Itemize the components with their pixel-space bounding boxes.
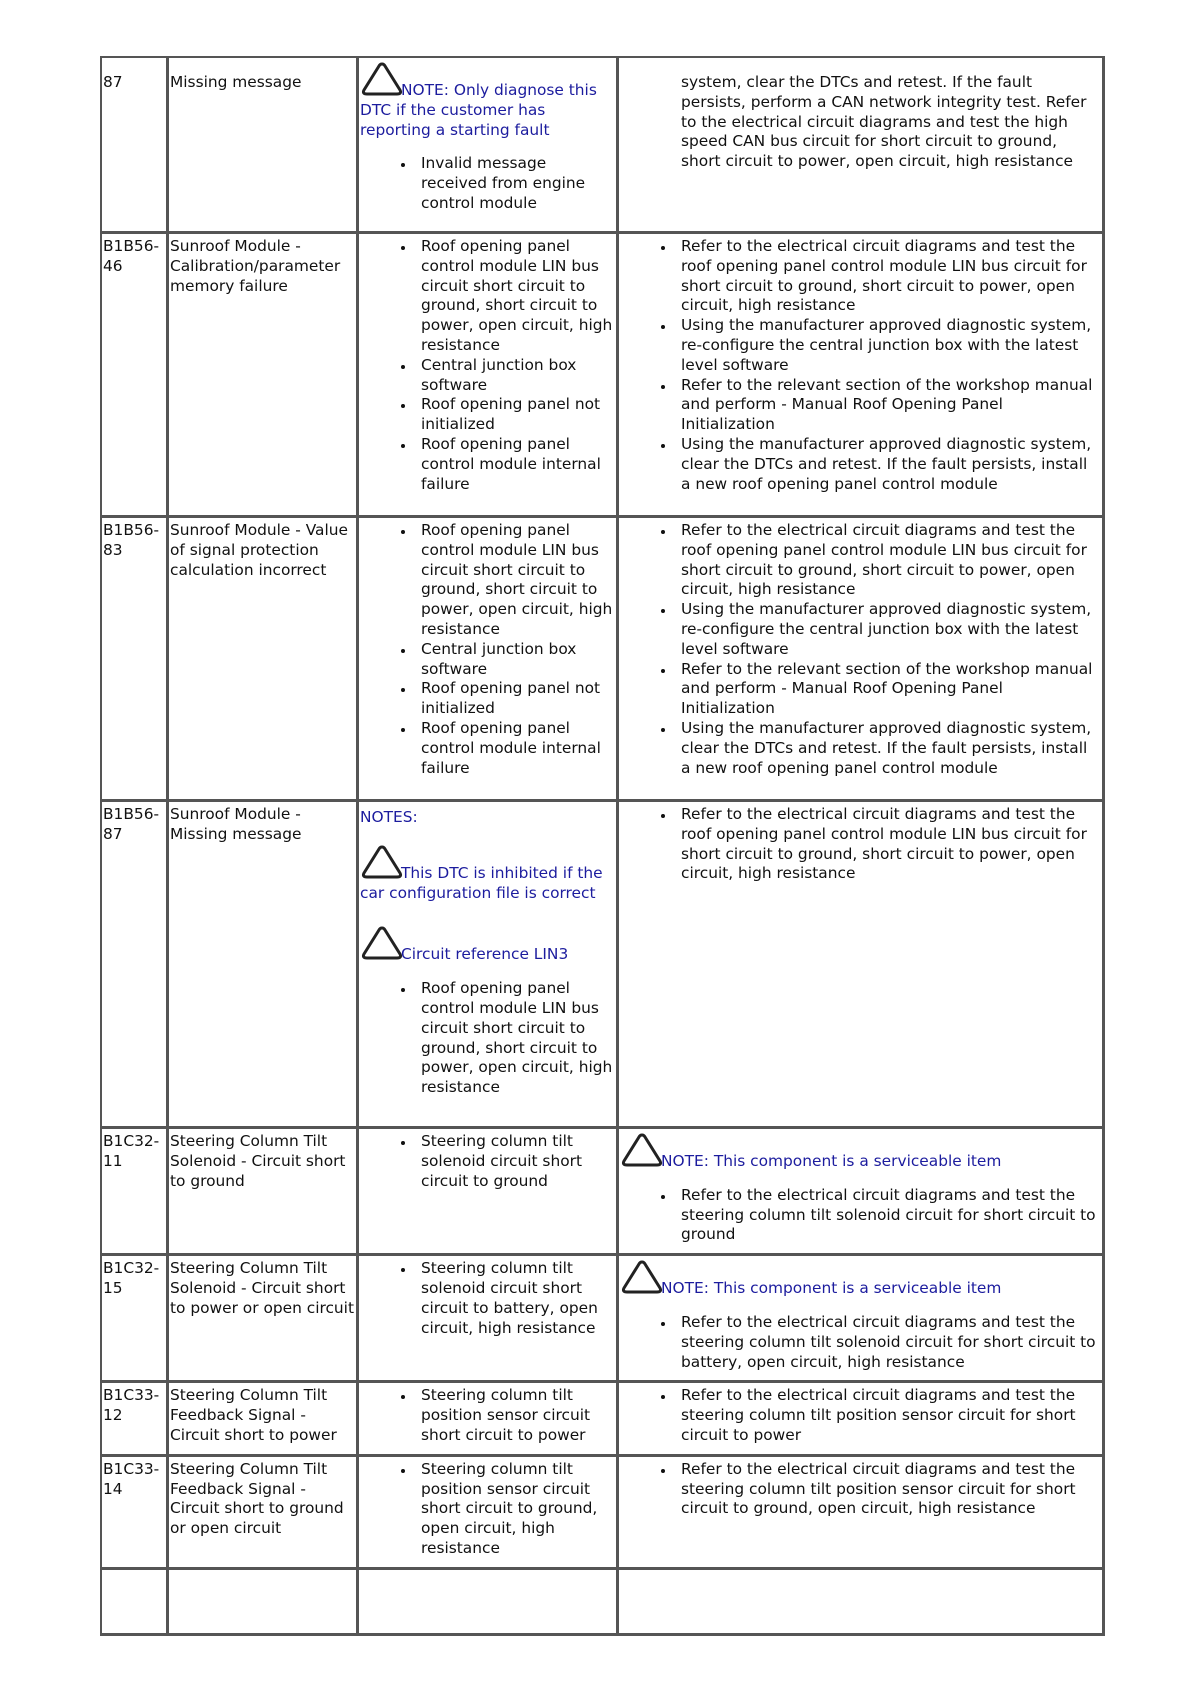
dtc-code: B1C33-12 xyxy=(102,1383,169,1456)
list-item: Roof opening panel control module LIN bus circuit short circuit to ground, short circuit to power, open circuit, high resistance xyxy=(421,237,615,356)
list-item: Using the manufacturer approved diagnostic system, re-configure the central junction box with the latest level software xyxy=(681,600,1101,659)
warning-triangle-icon xyxy=(620,1132,664,1168)
list-item: Roof opening panel not initialized xyxy=(421,395,615,435)
causes-list xyxy=(360,979,615,1098)
dtc-description: Steering Column Tilt Solenoid - Circuit short to ground xyxy=(169,1129,359,1256)
possible-causes xyxy=(359,802,619,1129)
warning-triangle-icon xyxy=(620,1259,664,1295)
table-row xyxy=(102,234,1105,518)
list-item: Refer to the relevant section of the workshop manual and perform - Manual Roof Opening Panel Initialization xyxy=(681,660,1101,719)
possible-causes xyxy=(359,58,619,234)
note xyxy=(360,925,615,965)
list-item: Refer to the electrical circuit diagrams and test the steering column tilt solenoid circuit for short circuit to ground xyxy=(681,1186,1101,1245)
possible-causes xyxy=(359,234,619,518)
dtc-description: Steering Column Tilt Feedback Signal - Circuit short to ground or open circuit xyxy=(169,1457,359,1570)
note xyxy=(360,61,615,140)
dtc-code: B1B56-87 xyxy=(102,802,169,1129)
actions-list xyxy=(620,1460,1101,1519)
list-item: Central junction box software xyxy=(421,640,615,680)
causes-list xyxy=(360,1386,615,1445)
causes-list xyxy=(360,237,615,494)
list-item: Central junction box software xyxy=(421,356,615,396)
list-item: Refer to the electrical circuit diagrams and test the roof opening panel control module LIN bus circuit for short circuit to ground, short circuit to power, open circuit, high resistance xyxy=(681,805,1101,884)
causes-list xyxy=(360,1460,615,1559)
possible-causes xyxy=(359,1256,619,1383)
table-row xyxy=(102,1129,1105,1256)
dtc-description: Sunroof Module - Value of signal protection calculation incorrect xyxy=(169,518,359,802)
dtc-description: Steering Column Tilt Solenoid - Circuit short to power or open circuit xyxy=(169,1256,359,1383)
list-item: Roof opening panel not initialized xyxy=(421,679,615,719)
warning-triangle-icon xyxy=(360,925,404,961)
table-row xyxy=(102,1457,1105,1570)
actions-list xyxy=(620,1313,1101,1372)
actions-list xyxy=(620,1386,1101,1445)
list-item: Steering column tilt position sensor circuit short circuit to ground, open circuit, high resistance xyxy=(421,1460,615,1559)
possible-causes xyxy=(359,1129,619,1256)
table-row xyxy=(102,1383,1105,1456)
list-item: Using the manufacturer approved diagnostic system, re-configure the central junction box with the latest level software xyxy=(681,316,1101,375)
note xyxy=(360,844,615,904)
causes-list xyxy=(360,1259,615,1338)
dtc-description: Sunroof Module - Missing message xyxy=(169,802,359,1129)
table-row xyxy=(102,1256,1105,1383)
note-text: NOTE: This component is a serviceable item xyxy=(661,1279,1002,1298)
list-item: Refer to the electrical circuit diagrams and test the roof opening panel control module LIN bus circuit for short circuit to ground, short circuit to power, open circuit, high resistance xyxy=(681,237,1101,316)
dtc-description: Missing message xyxy=(169,58,359,234)
list-item: Refer to the relevant section of the workshop manual and perform - Manual Roof Opening Panel Initialization xyxy=(681,376,1101,435)
causes-list xyxy=(360,521,615,778)
warning-triangle-icon xyxy=(360,61,404,97)
note-text: Circuit reference LIN3 xyxy=(401,945,569,964)
empty-cell xyxy=(169,1570,359,1636)
possible-causes xyxy=(359,518,619,802)
dtc-code: B1C32-11 xyxy=(102,1129,169,1256)
table-row-partial xyxy=(102,1570,1105,1636)
dtc-code: B1B56-83 xyxy=(102,518,169,802)
list-item: Refer to the electrical circuit diagrams and test the steering column tilt solenoid circuit for short circuit to battery, open circuit, high resistance xyxy=(681,1313,1101,1372)
possible-causes xyxy=(359,1383,619,1456)
list-item: Roof opening panel control module LIN bus circuit short circuit to ground, short circuit to power, open circuit, high resistance xyxy=(421,979,615,1098)
action-continuation: system, clear the DTCs and retest. If the fault persists, perform a CAN network integrity test. Refer to the electrical circuit diagrams and test the high speed CAN bus circuit for short circuit to ground, short circuit to power, open circuit, high resistance xyxy=(681,73,1087,171)
list-item: Steering column tilt solenoid circuit short circuit to battery, open circuit, high resistance xyxy=(421,1259,615,1338)
table-row xyxy=(102,802,1105,1129)
list-item: Invalid message received from engine control module xyxy=(421,154,615,213)
dtc-code: 87 xyxy=(102,58,169,234)
note xyxy=(620,1259,1101,1299)
list-item: Refer to the electrical circuit diagrams and test the roof opening panel control module LIN bus circuit for short circuit to ground, short circuit to power, open circuit, high resistance xyxy=(681,521,1101,600)
causes-list xyxy=(360,154,615,213)
actions-list xyxy=(620,1186,1101,1245)
list-item: Using the manufacturer approved diagnostic system, clear the DTCs and retest. If the fault persists, install a new roof opening panel control module xyxy=(681,435,1101,494)
actions xyxy=(619,1457,1105,1570)
notes-heading: NOTES: xyxy=(360,808,418,826)
actions xyxy=(619,1256,1105,1383)
list-item: Roof opening panel control module LIN bus circuit short circuit to ground, short circuit to power, open circuit, high resistance xyxy=(421,521,615,640)
actions xyxy=(619,234,1105,518)
list-item: Using the manufacturer approved diagnostic system, clear the DTCs and retest. If the fault persists, install a new roof opening panel control module xyxy=(681,719,1101,778)
note-text: NOTE: This component is a serviceable item xyxy=(661,1152,1002,1170)
actions-list xyxy=(620,237,1101,494)
table-row xyxy=(102,58,1105,234)
note xyxy=(620,1132,1101,1172)
list-item: Roof opening panel control module internal failure xyxy=(421,719,615,778)
dtc-code: B1C32-15 xyxy=(102,1256,169,1383)
note-text: NOTE: Only diagnose this DTC if the customer has reporting a starting fault xyxy=(360,81,597,139)
empty-cell xyxy=(359,1570,619,1636)
possible-causes xyxy=(359,1457,619,1570)
actions xyxy=(619,1129,1105,1256)
dtc-table xyxy=(100,56,1105,1636)
empty-cell xyxy=(102,1570,169,1636)
actions xyxy=(619,1383,1105,1456)
page-bottom-margin xyxy=(0,1640,1200,1698)
list-item: Refer to the electrical circuit diagrams and test the steering column tilt position sensor circuit for short circuit to power xyxy=(681,1386,1101,1445)
dtc-code: B1B56-46 xyxy=(102,234,169,518)
dtc-code: B1C33-14 xyxy=(102,1457,169,1570)
list-item: Steering column tilt position sensor circuit short circuit to power xyxy=(421,1386,615,1445)
warning-triangle-icon xyxy=(360,844,404,880)
actions-list xyxy=(620,521,1101,778)
actions xyxy=(619,518,1105,802)
list-item: Roof opening panel control module internal failure xyxy=(421,435,615,494)
empty-cell xyxy=(619,1570,1105,1636)
actions-list xyxy=(620,805,1101,884)
list-item: Refer to the electrical circuit diagrams and test the steering column tilt position sensor circuit for short circuit to ground, open circuit, high resistance xyxy=(681,1460,1101,1519)
dtc-table-page xyxy=(100,56,1103,1636)
actions xyxy=(619,802,1105,1129)
list-item: Steering column tilt solenoid circuit short circuit to ground xyxy=(421,1132,615,1191)
causes-list xyxy=(360,1132,615,1191)
actions xyxy=(619,58,1105,234)
table-row xyxy=(102,518,1105,802)
dtc-description: Sunroof Module - Calibration/parameter memory failure xyxy=(169,234,359,518)
dtc-description: Steering Column Tilt Feedback Signal - Circuit short to power xyxy=(169,1383,359,1456)
note-text: This DTC is inhibited if the car configuration file is correct xyxy=(360,863,603,902)
